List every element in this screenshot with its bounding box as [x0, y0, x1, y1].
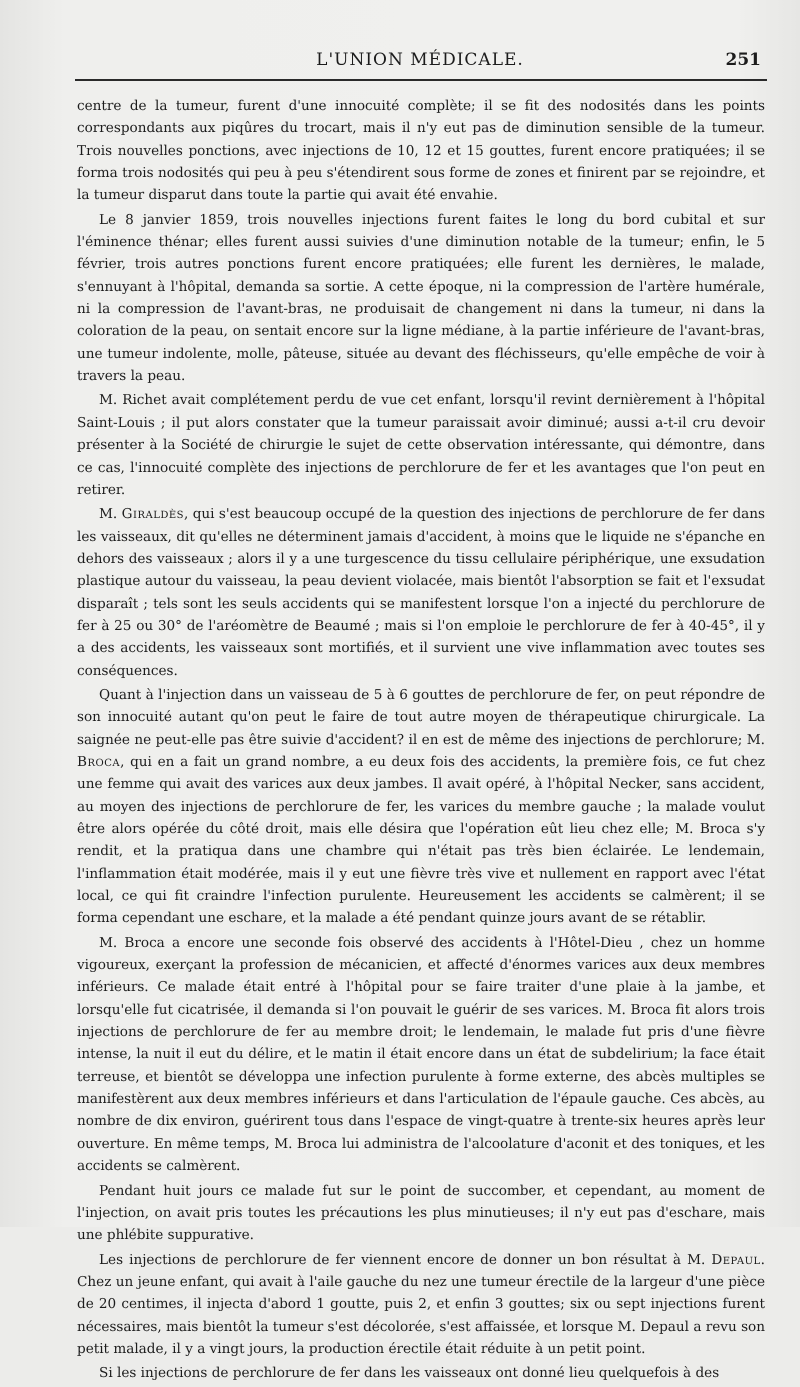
author-name: Depaul — [711, 1251, 761, 1268]
paragraph: Pendant huit jours ce malade fut sur le point de succomber, et cependant, au moment de l'injection, on avait pris toutes les précautions les plus minutieuses; il n'y eut pas d'eschare, mais une phlébite suppurative. — [77, 1182, 765, 1244]
paragraph-text: , qui s'est beaucoup occupé de la question des injections de perchlorure de fer dans les vaisseaux, dit qu'elles ne déterminent jamais d'accident, à moins que le liquide ne s'épanche en dehors des vaisseaux ; alors il y a une turgescence du tissu cellulaire périphérique, une exsudation plastique autour du vaisseau, la peau devient violacée, mais bientôt l'absorption se fait et l'exsudat disparaît ; tels sont les seuls accidents qui se manifestent lorsque l'on a injecté du perchlorure de fer à 25 ou 30° de l'aréomètre de Beaumé ; mais si l'on emploie le perchlorure de fer à 40-45°, il y a des accidents, les vaisseaux sont mortifiés, et il survient une vive inflammation avec toutes ses conséquences. — [77, 506, 765, 679]
paragraph — [77, 503, 765, 682]
paragraph-text: Quant à l'injection dans un vaisseau de 5 à 6 gouttes de perchlorure de fer, on peut répondre de son innocuité autant qu'on peut le faire de tout autre moyen de thérapeutique chirurgicale. La saignée ne peut-elle pas être suivie d'accident? il en est de même des injections de perchlorure; M. — [77, 686, 765, 748]
paragraph-lead: M. — [99, 506, 122, 523]
paragraph: centre de la tumeur, furent d'une innocuité complète; il se fit des nodosités dans les points correspondants aux piqûres du trocart, mais il n'y eut pas de diminution sensible de la tumeur. Trois nouvelles ponctions, avec injections de 10, 12 et 15 gouttes, furent encore pratiquées; il se forma trois nodosités qui peu à peu s'étendirent sous forme de zones et finirent par se rejoindre, et la tumeur disparut dans toute la partie qui avait été envahie. — [77, 98, 765, 204]
author-name: Giraldès — [121, 506, 185, 523]
running-title: L'UNION MÉDICALE. — [316, 50, 524, 70]
paragraph: Le 8 janvier 1859, trois nouvelles injections furent faites le long du bord cubital et sur l'éminence thénar; elles furent aussi suivies d'une diminution notable de la tumeur; enfin, le 5 février, trois autres ponctions furent encore pratiquées; elle furent les dernières, le malade, s'ennuyant à l'hôpital, demanda sa sortie. A cette époque, ni la compression de l'artère humérale, ni la compression de l'avant-bras, ne produisait de changement ni dans la tumeur, ni dans la coloration de la peau, on sentait encore sur la ligne médiane, à la partie inférieure de l'avant-bras, une tumeur indolente, molle, pâteuse, située au devant des fléchisseurs, qu'elle empêche de voir à travers la peau. — [77, 211, 765, 385]
paragraph-text: . Chez un jeune enfant, qui avait à l'aile gauche du nez une tumeur érectile de la largeur d'une pièce de 20 centimes, il injecta d'abord 1 goutte, puis 2, et enfin 3 gouttes; six ou sept injections furent nécessaires, mais bientôt la tumeur s'est décolorée, s'est affaissée, et lorsque M. Depaul a revu son petit malade, il y a vingt jours, la production érectile était réduite à un petit point. — [77, 1251, 765, 1357]
page-header — [75, 50, 765, 74]
paragraph-lead: Les injections de perchlorure de fer viennent encore de donner un bon résultat à M. — [99, 1251, 712, 1268]
paragraph — [77, 1249, 765, 1361]
page-number: 251 — [725, 50, 761, 70]
paragraph: M. Broca a encore une seconde fois observé des accidents à l'Hôtel-Dieu , chez un homme vigoureux, exerçant la profession de mécanicien, et affecté d'énormes varices aux deux membres inférieurs. Ce malade était entré à l'hôpital pour se faire traiter d'une plaie à la jambe, et lorsqu'elle fut cicatrisée, il demanda si l'on pouvait le guérir de ses varices. M. Broca fit alors trois injections de perchlorure de fer au membre droit; le lendemain, le malade fut pris d'une fièvre intense, la nuit il eut du délire, et le matin il était encore dans un état de subdelirium; la face était terreuse, et bientôt se développa une infection purulente à forme externe, des abcès multiples se manifestèrent aux deux membres inférieurs et dans l'articulation de l'épaule gauche. Ces abcès, au nombre de dix environ, guérirent tous dans l'espace de vingt-quatre à trente-six heures après leur ouverture. En même temps, M. Broca lui administra de l'alcoolature d'aconit et des toniques, et les accidents se calmèrent. — [77, 934, 765, 1175]
body-text — [77, 95, 765, 1387]
paragraph: M. Richet avait complétement perdu de vue cet enfant, lorsqu'il revint dernièrement à l'hôpital Saint-Louis ; il put alors constater que la tumeur paraissait avoir diminué; aussi a-t-il cru devoir présenter à la Société de chirurgie le sujet de cette observation intéressante, qui démontre, dans ce cas, l'innocuité complète des injections de perchlorure de fer et les avantages que l'on peut en retirer. — [77, 392, 765, 498]
paragraph: Si les injections de perchlorure de fer dans les vaisseaux ont donné lieu quelquefois à des — [99, 1365, 720, 1382]
paragraph-text: , qui en a fait un grand nombre, a eu deux fois des accidents, la première fois, ce fut chez une femme qui avait des varices aux deux jambes. Il avait opéré, à l'hôpital Necker, sans accident, au moyen des injections de perchlorure de fer, les varices du membre gauche ; la malade voulut être alors opérée du côté droit, mais elle désira que l'opération eût lieu chez elle; M. Broca s'y rendit, et la pratiqua dans une chambre qui n'était pas très bien éclairée. Le lendemain, l'inflammation était modérée, mais il y eut une fièvre très vive et nullement en rapport avec l'état local, ce qui fit craindre l'infection purulente. Heureusement les accidents se calmèrent; il se forma cependant une eschare, et la malade a été pendant quinze jours avant de se rétablir. — [77, 753, 765, 927]
author-name: Broca — [77, 753, 121, 770]
header-rule — [75, 79, 767, 81]
paragraph — [77, 684, 765, 930]
